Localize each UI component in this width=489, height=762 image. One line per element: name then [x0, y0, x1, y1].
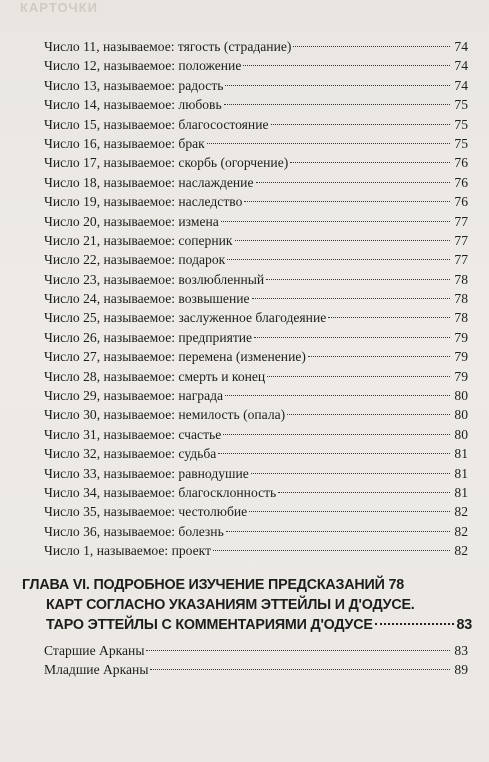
- chapter-heading: [22, 575, 472, 635]
- entry-page-number: 74: [454, 58, 468, 74]
- toc-entry: [44, 483, 468, 502]
- entry-page-number: 78: [454, 291, 468, 307]
- entry-page-number: 77: [454, 252, 468, 268]
- dot-leader: [254, 336, 450, 338]
- entry-title: Число 36, называемое: болезнь: [44, 523, 224, 539]
- entry-title: Число 17, называемое: скорбь (огорчение): [44, 155, 289, 171]
- dot-leader: [267, 375, 450, 377]
- entry-title: Число 12, называемое: положение: [44, 58, 242, 74]
- chapter-line-1: ГЛАВА VI. ПОДРОБНОЕ ИЗУЧЕНИЕ ПРЕДСКАЗАНИЙ 78: [22, 577, 404, 593]
- toc-entry: [44, 134, 468, 153]
- entry-title: Число 29, называемое: награда: [44, 388, 224, 404]
- toc-entry: [44, 386, 468, 405]
- entry-page-number: 75: [454, 116, 468, 132]
- entry-title: Число 13, называемое: радость: [44, 77, 224, 93]
- dot-leader: [235, 239, 451, 241]
- dot-leader: [252, 297, 450, 299]
- dot-leader: [223, 433, 450, 435]
- dot-leader: [249, 510, 450, 512]
- toc-entry: [44, 425, 468, 444]
- entry-title: Число 23, называемое: возлюбленный: [44, 271, 265, 287]
- dot-leader: [225, 394, 450, 396]
- toc-entry: [44, 37, 468, 56]
- show-through-header: КАРТОЧКИ: [20, 0, 98, 15]
- toc-entry: [44, 270, 468, 289]
- dot-leader: [207, 142, 450, 144]
- entry-title: Число 11, называемое: тягость (страдание): [44, 39, 292, 54]
- toc-entry: [44, 115, 468, 134]
- entry-title: Число 16, называемое: брак: [44, 135, 205, 151]
- entry-title: Число 28, называемое: смерть и конец: [44, 368, 266, 384]
- dot-leader: [221, 220, 450, 222]
- dot-leader: [290, 161, 450, 163]
- entry-page-number: 75: [454, 97, 468, 113]
- toc-entry: [44, 308, 468, 327]
- entry-title: Число 1, называемое: проект: [44, 543, 212, 559]
- dot-leader: [293, 45, 450, 47]
- entry-page-number: 82: [454, 523, 468, 539]
- entry-title: Число 33, называемое: равнодушие: [44, 465, 249, 481]
- toc-entry: [44, 328, 468, 347]
- dot-leader: [224, 103, 450, 105]
- toc-entry: [44, 76, 468, 95]
- toc-entry: [44, 231, 468, 250]
- entry-title: Число 14, называемое: любовь: [44, 97, 222, 113]
- toc-entry: [44, 173, 468, 192]
- dot-leader: [227, 258, 450, 260]
- dot-leader: [375, 622, 455, 625]
- dot-leader: [225, 84, 450, 86]
- entry-title: Число 34, называемое: благосклонность: [44, 484, 277, 500]
- entry-title: Число 27, называемое: перемена (изменение): [44, 349, 306, 365]
- entry-page-number: 81: [454, 446, 468, 462]
- entry-page-number: 78: [454, 310, 468, 326]
- dot-leader: [244, 200, 450, 202]
- toc-entry: [44, 522, 468, 541]
- toc-entry: [44, 541, 468, 560]
- toc-entry: [44, 405, 468, 424]
- entry-title: Число 35, называемое: честолюбие: [44, 504, 248, 520]
- toc-entry: [44, 444, 468, 463]
- toc-entry: [44, 192, 468, 211]
- entry-page-number: 78: [454, 271, 468, 287]
- entry-page-number: 89: [454, 662, 468, 678]
- dot-leader: [218, 452, 450, 454]
- dot-leader: [226, 530, 450, 532]
- entry-title: Младшие Арканы: [44, 662, 149, 678]
- entry-title: Число 20, называемое: измена: [44, 213, 219, 229]
- entry-title: Число 21, называемое: соперник: [44, 232, 233, 248]
- entry-page-number: 81: [454, 484, 468, 500]
- dot-leader: [271, 123, 450, 125]
- entry-page-number: 76: [454, 155, 468, 171]
- dot-leader: [150, 668, 450, 670]
- entry-page-number: 77: [454, 213, 468, 229]
- toc-subentry: [44, 641, 468, 660]
- toc-subentries: [44, 641, 468, 680]
- dot-leader: [308, 355, 450, 357]
- entry-page-number: 79: [454, 349, 468, 365]
- entry-title: Число 25, называемое: заслуженное благодеяние: [44, 310, 327, 326]
- toc-entry: [44, 502, 468, 521]
- dot-leader: [146, 649, 450, 651]
- entry-page-number: 79: [454, 329, 468, 345]
- toc-entry: [44, 56, 468, 75]
- entry-page-number: 81: [454, 465, 468, 481]
- entry-title: Число 26, называемое: предприятие: [44, 329, 253, 345]
- toc-entries: [44, 37, 468, 561]
- entry-title: Число 18, называемое: наслаждение: [44, 174, 254, 190]
- entry-title: Число 31, называемое: счастье: [44, 426, 222, 442]
- entry-page-number: 79: [454, 368, 468, 384]
- entry-title: Число 30, называемое: немилость (опала): [44, 407, 286, 423]
- toc-entry: [44, 289, 468, 308]
- toc-entry: [44, 250, 468, 269]
- entry-title: Число 24, называемое: возвышение: [44, 291, 250, 307]
- dot-leader: [251, 472, 450, 474]
- entry-page-number: 75: [454, 135, 468, 151]
- entry-page-number: 74: [454, 77, 468, 93]
- dot-leader: [256, 181, 451, 183]
- entry-page-number: 77: [454, 232, 468, 248]
- toc-entry: [44, 464, 468, 483]
- entry-title: Число 32, называемое: судьба: [44, 446, 217, 462]
- toc-entry: [44, 347, 468, 366]
- dot-leader: [243, 64, 450, 66]
- dot-leader: [266, 278, 450, 280]
- chapter-line-2: КАРТ СОГЛАСНО УКАЗАНИЯМ ЭТТЕЙЛЫ И Д'ОДУСЕ.: [46, 597, 415, 613]
- entry-page-number: 80: [454, 426, 468, 442]
- entry-page-number: 76: [454, 194, 468, 210]
- toc-entry: [44, 95, 468, 114]
- entry-page-number: 83: [454, 643, 468, 658]
- chapter-page-number: 83: [456, 617, 472, 633]
- dot-leader: [328, 316, 450, 318]
- toc-entry: [44, 153, 468, 172]
- entry-page-number: 74: [454, 39, 468, 54]
- entry-title: Число 15, называемое: благосостояние: [44, 116, 269, 132]
- toc-subentry: [44, 660, 468, 679]
- entry-page-number: 82: [454, 504, 468, 520]
- chapter-line-3: [22, 615, 472, 635]
- dot-leader: [287, 413, 450, 415]
- toc-entry: [44, 212, 468, 231]
- entry-page-number: 82: [454, 543, 468, 559]
- dot-leader: [278, 491, 450, 493]
- entry-page-number: 80: [454, 388, 468, 404]
- dot-leader: [213, 549, 450, 551]
- toc-entry: [44, 367, 468, 386]
- entry-page-number: 76: [454, 174, 468, 190]
- entry-title: Число 22, называемое: подарок: [44, 252, 226, 268]
- entry-title: Число 19, называемое: наследство: [44, 194, 243, 210]
- entry-title: Старшие Арканы: [44, 643, 145, 658]
- chapter-line-3-text: ТАРО ЭТТЕЙЛЫ С КОММЕНТАРИЯМИ Д'ОДУСЕ: [46, 617, 373, 633]
- entry-page-number: 80: [454, 407, 468, 423]
